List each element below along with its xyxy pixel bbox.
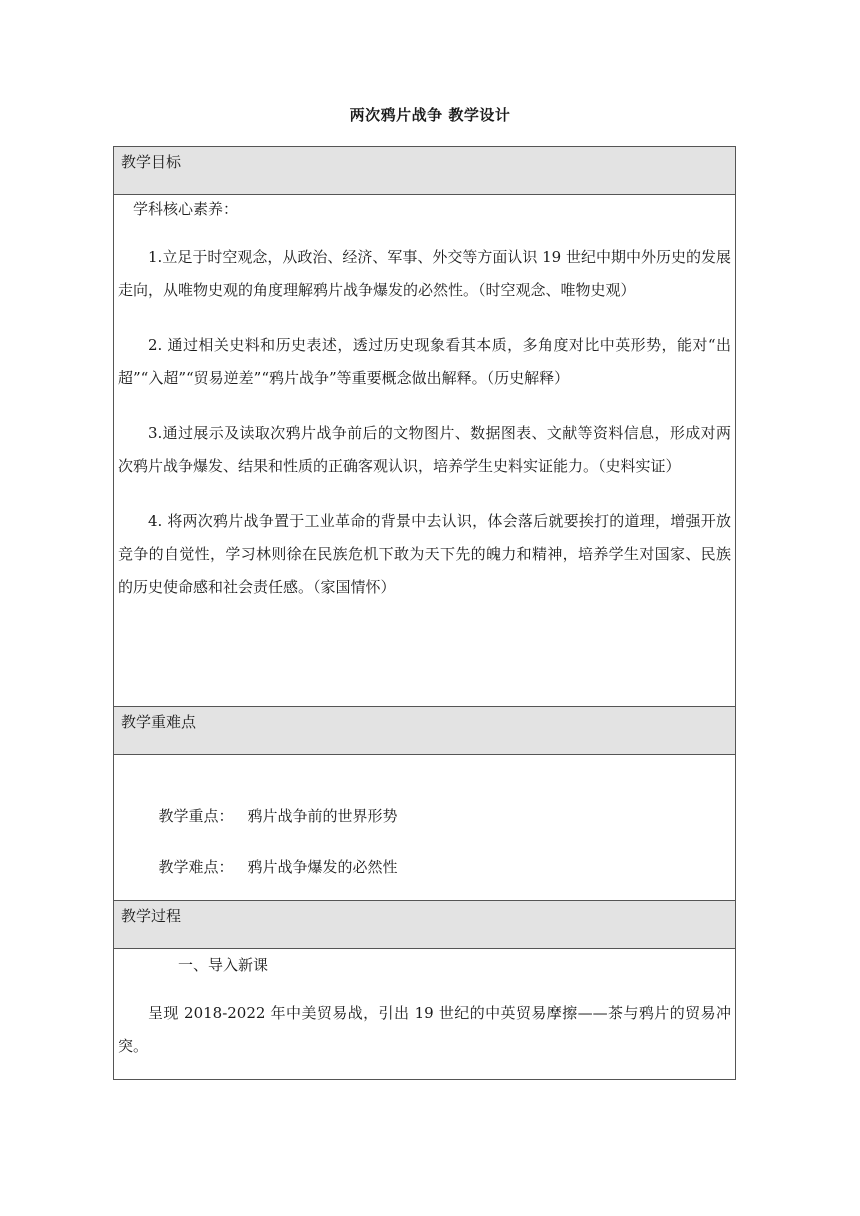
- process-step-title: 一、导入新课: [178, 956, 269, 974]
- teaching-focus-text: 鸦片战争前的世界形势: [247, 807, 398, 825]
- teaching-focus-label: 教学重点：: [158, 807, 234, 825]
- section-body-key-points: [114, 755, 735, 901]
- goal-item-3: 3.通过展示及读取次鸦片战争前后的文物图片、数据图表、文献等资料信息，形成对两次鸦片战争爆发、结果和性质的正确客观认识，培养学生史料实证能力。（史料实证）: [118, 424, 731, 475]
- section-heading-goals: 教学目标: [114, 147, 735, 195]
- section-body-process: [114, 949, 735, 1079]
- teaching-difficulty-text: 鸦片战争爆发的必然性: [247, 858, 398, 876]
- goal-item-4: 4. 将两次鸦片战争置于工业革命的背景中去认识，体会落后就要挨打的道理，增强开放竞争的自觉性，学习林则徐在民族危机下敢为天下先的魄力和精神，培养学生对国家、民族的历史使命感和社会责任感。（家国情怀）: [118, 512, 731, 596]
- section-heading-key-points: 教学重难点: [114, 707, 735, 755]
- core-literacy-subheading: 学科核心素养：: [133, 200, 239, 218]
- lesson-plan-table: [113, 146, 736, 1080]
- section-body-goals: [114, 195, 735, 707]
- teaching-focus: [118, 755, 731, 833]
- goal-item-1: 1.立足于时空观念，从政治、经济、军事、外交等方面认识 19 世纪中期中外历史的发展走向，从唯物史观的角度理解鸦片战争爆发的必然性。（时空观念、唯物史观）: [118, 248, 731, 299]
- process-step-text: 呈现 2018-2022 年中美贸易战，引出 19 世纪的中英贸易摩擦——茶与鸦片的贸易冲突。: [118, 1004, 731, 1055]
- teaching-difficulty: [118, 851, 731, 884]
- section-heading-process: 教学过程: [114, 901, 735, 949]
- goal-item-2: 2. 通过相关史料和历史表述，透过历史现象看其本质，多角度对比中英形势，能对“出超”“入超”“贸易逆差”“鸦片战争”等重要概念做出解释。（历史解释）: [118, 336, 731, 387]
- document-title: 两次鸦片战争 教学设计: [349, 106, 511, 124]
- teaching-difficulty-label: 教学难点：: [158, 858, 234, 876]
